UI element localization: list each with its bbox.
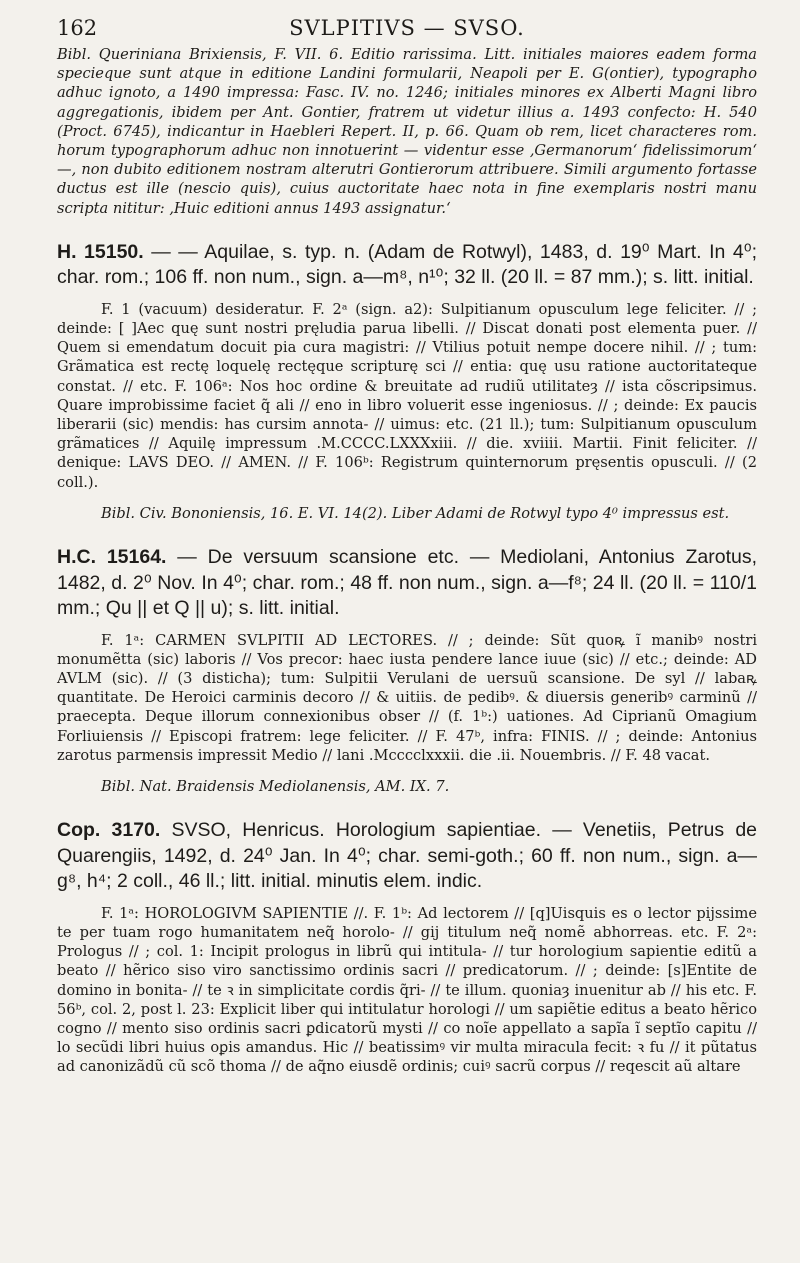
spacer [57,218,757,240]
spacer [57,523,757,545]
entry-heading-text: — — Aquilae, s. typ. n. (Adam de Rotwyl), 1483, d. 19⁰ Mart. In 4⁰; char. rom.; 106 ff. non num., sign. a—m⁸, n¹⁰; 32 ll. (20 ll. = 87 mm.); s. litt. initial. [57,240,757,289]
page-number: 162 [57,16,98,40]
entry-heading [57,545,757,622]
page-header [57,6,757,42]
entry-description: F. 1ᵃ: HOROLOGIVM SAPIENTIE //. F. 1ᵇ: Ad lectorem // [q]Uisquis es o lector pijssime te per tuam rogo humanitatem neq̃ horolo- // gij titulum neq̃ nomẽ abhorreas. etc. F. 2ᵃ: Prologus // ; col. 1: Incipit prologus in librũ qui intitula- // tur horologium sapientie editũ a beato // hẽrico siso viro sanctissimo ordinis sacri // predicatorum. // ; deinde: [s]Entite de domino in bonita- // te ꝛ in simplicitate cordis q̃ri- // te illum. quoniaȝ inuenitur ab // his etc. F. 56ᵇ, col. 2, post l. 23: Explicit liber qui intitulatur horologi // um sapiẽtie editus a beato hẽrico cogno // mento siso ordinis sacri ꝑdicatorũ mysti // co noĩe appellato a sapĩa ĩ septĩo capitu // lo secũdi libri huius oꝑis amandus. Hic // beatissimꝰ vir multa miracula fecit: ꝛ fu // it pũtatus ad canonizãdũ cũ scõ thoma // de aq̃no eiusdẽ ordinis; cuiꝰ sacrũ corpus // reqescit aũ altare [57,904,757,1076]
entry-description: F. 1ᵃ: CARMEN SVLPITII AD LECTORES. // ; deinde: Sũt quoꝶ ĩ manibꝰ nostri monumẽtta (sic) laboris // Vos precor: haec iusta pendere lance iuue (sic) // etc.; deinde: AD AVLM (sic). // (3 disticha); tum: Sulpitii Verulani de uersuũ scansione. De syl // labaꝶ quantitate. De Heroici carminis decoro // & uitiis. de pedibꝰ. & diuersis generibꝰ carminũ // praecepta. Deque illorum connexionibus obser // (f. 1ᵇ:) uationes. Ad Ciprianũ Omagium Forliuiensis // Episcopi fratrem: lege feliciter. // F. 47ᵇ, infra: FINIS. // ; deinde: Antonius zarotus parmensis impressit Medio // lani .Mcccclxxxii. die .ii. Nouembris. // F. 48 vacat. [57,631,757,764]
spacer [57,492,757,504]
library-note: Bibl. Civ. Bononiensis, 16. E. VI. 14(2). Liber Adami de Rotwyl typo 4⁰ impressus est. [101,504,730,522]
entry-number: Cop. 3170. [57,819,161,842]
library-note: Bibl. Nat. Braidensis Mediolanensis, AM. IX. 7. [101,777,450,795]
spacer [57,622,757,631]
entry-number: H. 15150. [57,240,144,263]
spacer [57,291,757,300]
entry-heading-text: SVSO, Henricus. Horologium sapientiae. — Venetiis, Petrus de Quarengiis, 1492, d. 24⁰ Jan. In 4⁰; char. semi-goth.; 60 ff. non num., sign. a—g⁸, h⁴; 2 coll., 46 ll.; litt. initial. minutis elem. indic. [57,819,758,893]
entry-heading [57,240,757,291]
spacer [57,895,757,904]
entry-description: F. 1 (vacuum) desideratur. F. 2ᵃ (sign. a2): Sulpitianum opusculum lege feliciter. // ; deinde: [ ]Aec quę sunt nostri pręludia parua libelli. // Discat donati post elementa puer. // Quem si emendatum docuit pia cura magistri: // Vtilius potuit nempe docere nihil. // ; tum: Grãmatica est rectę loquelę rectęque scripturę sci // entia: quę usu ratione auctoritateque constat. // etc. F. 106ᵃ: Nos hoc ordine & breuitate ad rudiũ utilitateȝ // ista cõscripsimus. Quare improbissime faciet q̃ ali // eno in libro voluerit esse ingeniosus. // ; deinde: Ex paucis liberarii (sic) mendis: has cursim annota- // uimus: etc. (21 ll.); tum: Sulpitianum opusculum grãmatices // Aquilę impressum .M.CCCC.LXXXxiii. // die. xviiii. Martii. Finit feliciter. // denique: LAVS DEO. // AMEN. // F. 106ᵇ: Registrum quinternorum pręsentis opusculi. // (2 coll.). [57,300,757,491]
spacer [57,765,757,777]
library-note: Bibl. Queriniana Brixiensis, F. VII. 6. Editio rarissima. Litt. initiales maiores eadem forma specieque sunt atque in editione Landini formularii, Neapoli per E. G(ontier), typographo adhuc ignoto, a 1490 impressa: Fasc. IV. no. 1246; initiales minores ex Alberti Magni libro aggregationis, ibidem per Ant. Gontier, fratrem ut videtur illius a. 1493 confecto: H. 540 (Proct. 6745), indicantur in Haebleri Repert. II, p. 66. Quam ob rem, licet characteres rom. horum typographorum adhuc non innotuerint — videntur esse ‚Germanorum‘ fidelissimorum‘ —, non dubito editionem nostram alterutri Gontierorum attribuere. Simili argumento fortasse ductus est ille (nescio quis), cuius auctoritate haec nota in fine exemplaris nostri manu scripta nititur: ‚Huic editioni annus 1493 assignatur.‘ [57,46,757,217]
page-body [57,45,757,1077]
entry-heading-text: — De versuum scansione etc. — Mediolani, Antonius Zarotus, 1482, d. 2⁰ Nov. In 4⁰; char. rom.; 48 ff. non num., sign. a—f⁸; 24 ll. (20 ll. = 110/1 mm.; Qu || et Q || u); s. litt. initial. [57,546,758,620]
running-title: SVLPITIVS — SVSO. [289,16,525,40]
entry-number: H.C. 15164. [57,546,167,569]
entry-heading [57,818,757,895]
spacer [57,796,757,818]
